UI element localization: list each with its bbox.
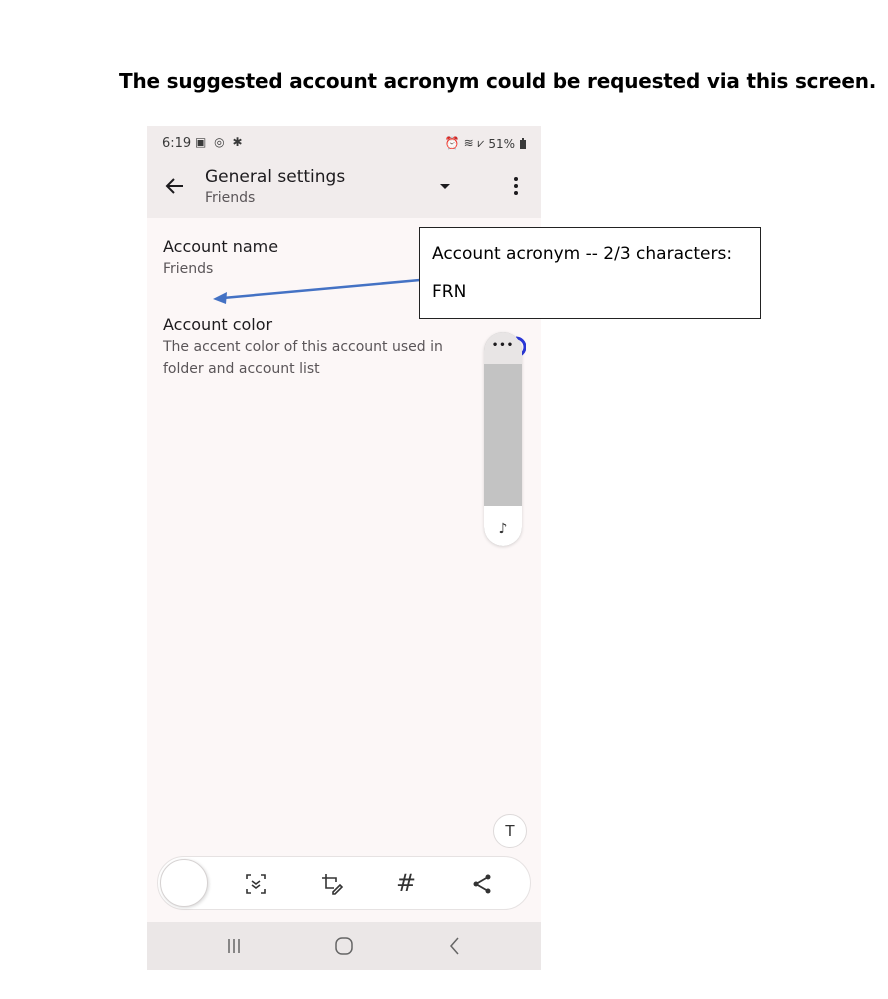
setting-subtitle-line1: The accent color of this account used in [163,339,443,355]
hashtag-icon[interactable]: # [395,869,417,897]
floating-panel[interactable] [484,332,522,546]
text-extract-button[interactable] [493,814,527,848]
text-icon: T [505,822,515,840]
status-right-icons: ⏰ ≋ ⩗ [444,136,485,150]
home-icon[interactable] [332,934,356,958]
setting-subtitle: Friends [163,261,214,277]
callout-title: Account acronym -- 2/3 characters: [432,244,733,264]
back-nav-icon[interactable] [443,934,467,958]
status-time: 6:19 [162,136,192,151]
more-vert-icon[interactable] [511,175,521,197]
navigation-bar [147,922,541,970]
recent-apps-icon[interactable] [222,934,246,958]
setting-account-name[interactable] [163,236,278,280]
scroll-capture-icon[interactable] [244,872,268,896]
callout-value: FRN [432,282,467,302]
bottom-toolbar [157,856,531,910]
dropdown-arrow-icon[interactable] [437,178,453,194]
status-right [445,136,527,151]
edit-crop-icon[interactable] [320,872,344,896]
share-icon[interactable] [470,872,494,896]
more-horiz-icon[interactable]: ••• [491,340,515,351]
status-bar [147,126,541,162]
caption: The suggested account acronym could be requested via this screen. [119,69,877,93]
title-block [205,166,345,208]
annotation-arrow [205,275,425,305]
capture-thumbnail[interactable] [160,859,208,907]
status-left-icons: ▣ ◎ ✱ [195,135,245,149]
callout-box [419,227,761,319]
page-subtitle: Friends [205,190,256,206]
battery-level: 51% [488,136,515,151]
page-title: General settings [205,167,346,187]
app-bar [147,162,541,218]
back-arrow-icon[interactable] [163,174,187,198]
setting-subtitle-line2: folder and account list [163,361,320,377]
battery-icon [519,138,527,149]
setting-account-color[interactable] [163,314,443,380]
setting-title: Account color [163,315,273,334]
setting-title: Account name [163,237,279,256]
music-note-icon[interactable]: ♪ [498,521,508,537]
